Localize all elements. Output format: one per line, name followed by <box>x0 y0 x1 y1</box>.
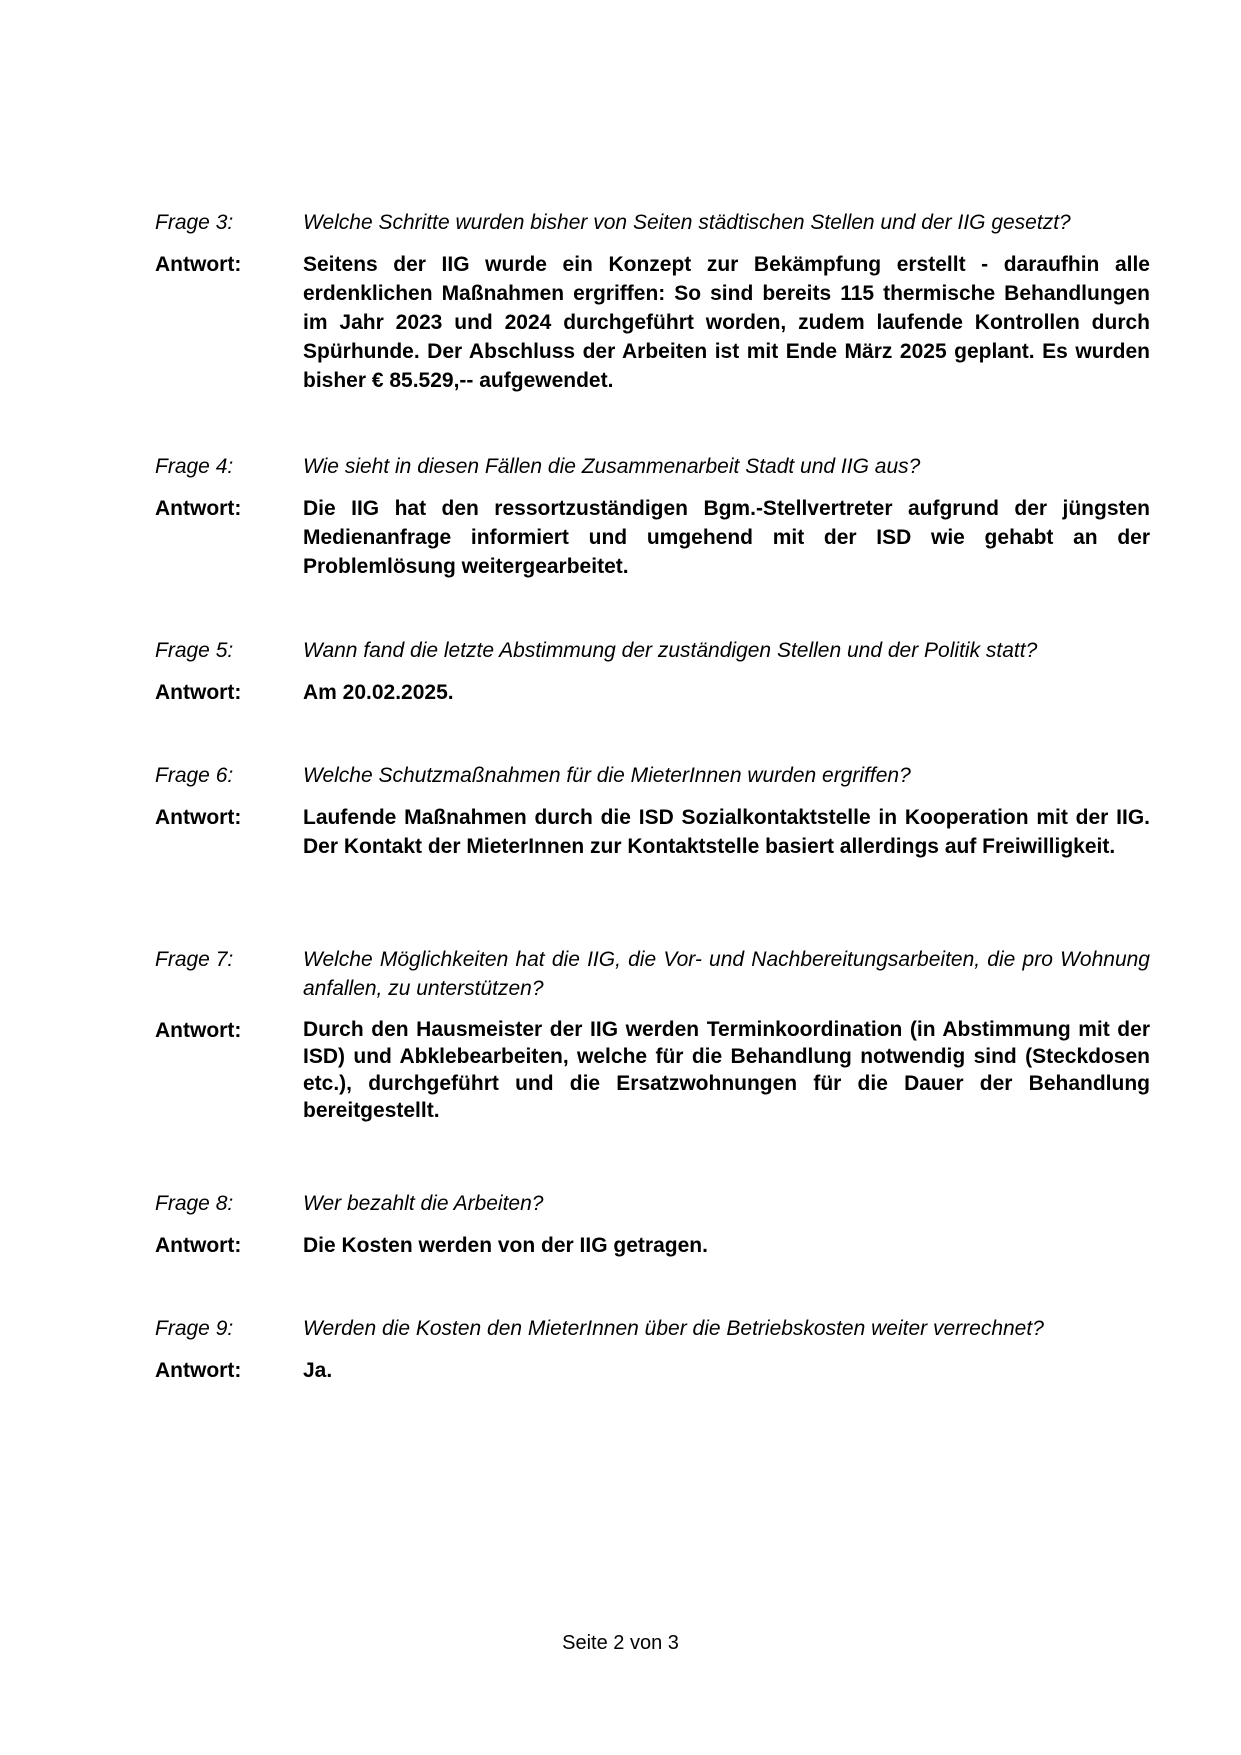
answer-label: Antwort: <box>155 1359 242 1382</box>
question-label: Frage 5: <box>155 639 234 662</box>
answer-label: Antwort: <box>155 681 242 704</box>
question-text: Wann fand die letzte Abstimmung der zuständigen Stellen und der Politik statt? <box>303 639 1038 662</box>
page-number-footer: Seite 2 von 3 <box>562 1632 679 1654</box>
answer-label: Antwort: <box>155 1019 242 1042</box>
question-text: Welche Schutzmaßnahmen für die MieterInnen wurden ergriffen? <box>303 764 911 787</box>
question-row <box>155 945 1150 1003</box>
question-label: Frage 9: <box>155 1317 234 1340</box>
qa-block-frage-8 <box>155 1189 1150 1260</box>
answer-row <box>155 1356 1150 1385</box>
question-text: Wer bezahlt die Arbeiten? <box>303 1192 544 1215</box>
question-row <box>155 452 1150 481</box>
answer-text: Durch den Hausmeister der IIG werden Terminkoordination (in Abstimmung mit der ISD) und Abklebearbeiten, welche für die Behandlung notwendig sind (Steckdosen etc.), durchgeführt und die Ersatzwohnungen für die Dauer der Behandlung bereitgestellt. <box>303 1018 1150 1122</box>
qa-block-frage-4 <box>155 452 1150 581</box>
answer-label: Antwort: <box>155 497 242 520</box>
question-row <box>155 761 1150 790</box>
question-text: Wie sieht in diesen Fällen die Zusammenarbeit Stadt und IIG aus? <box>303 455 921 478</box>
question-label: Frage 6: <box>155 764 234 787</box>
question-row <box>155 1314 1150 1343</box>
qa-block-frage-9 <box>155 1314 1150 1385</box>
question-row <box>155 208 1150 237</box>
answer-row <box>155 1231 1150 1260</box>
answer-text: Am 20.02.2025. <box>303 681 454 704</box>
answer-row <box>155 250 1150 395</box>
question-row <box>155 636 1150 665</box>
question-label: Frage 7: <box>155 948 234 971</box>
question-text: Welche Möglichkeiten hat die IIG, die Vor- und Nachbereitungsarbeiten, die pro Wohnung anfallen, zu unterstützen? <box>303 948 1150 1000</box>
question-label: Frage 3: <box>155 211 234 234</box>
question-text: Werden die Kosten den MieterInnen über die Betriebskosten weiter verrechnet? <box>303 1317 1044 1340</box>
question-label: Frage 8: <box>155 1192 234 1215</box>
question-text: Welche Schritte wurden bisher von Seiten städtischen Stellen und der IIG gesetzt? <box>303 211 1071 234</box>
answer-row <box>155 1016 1150 1124</box>
question-label: Frage 4: <box>155 455 234 478</box>
qa-block-frage-5 <box>155 636 1150 707</box>
qa-block-frage-7 <box>155 945 1150 1124</box>
answer-label: Antwort: <box>155 253 242 276</box>
answer-row <box>155 678 1150 707</box>
answer-label: Antwort: <box>155 1234 242 1257</box>
answer-text: Die IIG hat den ressortzuständigen Bgm.-Stellvertreter aufgrund der jüngsten Medienanfrage informiert und umgehend mit der ISD wie gehabt an der Problemlösung weitergearbeitet. <box>303 497 1150 578</box>
answer-text: Seitens der IIG wurde ein Konzept zur Bekämpfung erstellt - daraufhin alle erdenklichen Maßnahmen ergriffen: So sind bereits 115 thermische Behandlungen im Jahr 2023 und 2024 durchgeführt worden, zudem laufende Kontrollen durch Spürhunde. Der Abschluss der Arbeiten ist mit Ende März 2025 geplant. Es wurden bisher € 85.529,-- aufgewendet. <box>303 253 1150 392</box>
answer-text: Ja. <box>303 1359 333 1382</box>
answer-label: Antwort: <box>155 806 242 829</box>
qa-block-frage-3 <box>155 208 1150 395</box>
qa-block-frage-6 <box>155 761 1150 861</box>
answer-row <box>155 494 1150 581</box>
answer-text: Die Kosten werden von der IIG getragen. <box>303 1234 708 1257</box>
question-row <box>155 1189 1150 1218</box>
answer-text: Laufende Maßnahmen durch die ISD Sozialkontaktstelle in Kooperation mit der IIG. Der Kontakt der MieterInnen zur Kontaktstelle basiert allerdings auf Freiwilligkeit. <box>303 806 1150 858</box>
answer-row <box>155 803 1150 861</box>
